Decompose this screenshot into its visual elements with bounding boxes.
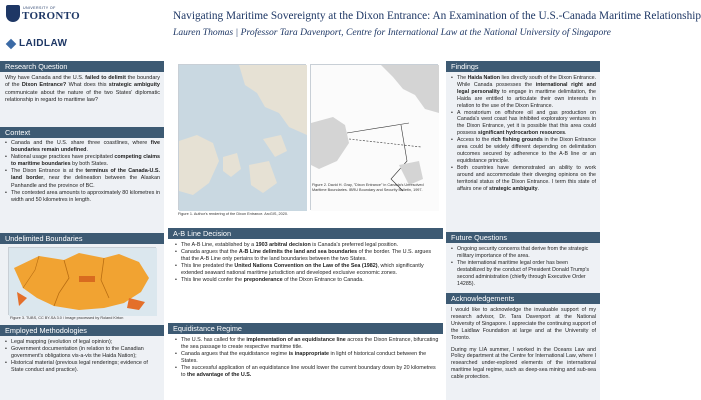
ab-line-heading: A-B Line Decision	[168, 228, 443, 239]
poster-authors: Lauren Thomas | Professor Tara Davenport, Centre for International Law at the National University of Singapore	[173, 27, 611, 38]
acknowledgements-text	[451, 307, 596, 381]
context-item	[5, 154, 160, 168]
findings-item-text: lies directly south of the Dixon Entrance. While Canada possesses the	[457, 75, 597, 88]
future-question-item: • Ongoing security concerns that derive from the strategic military importance of the area.	[451, 246, 596, 260]
uoft-logo-text: TORONTO	[22, 10, 80, 22]
laidlaw-logo-text: LAIDLAW	[19, 38, 68, 49]
poster-header	[0, 0, 701, 58]
equidistance-item-bold: is inappropriate	[288, 351, 330, 358]
rq-bold-c: strategic ambiguity	[108, 82, 160, 89]
context-list	[5, 140, 160, 204]
future-question-item: • The international maritime legal order has been destabilized by the conduct of President Donald Trump's second administration (chiefly through Executive Order 14285).	[451, 260, 596, 288]
ab-line-item-text: of the border. The U.S. argues that the A-B Line only pertains to the land boundaries between the two States.	[181, 249, 432, 263]
figure-1-graphic	[179, 65, 307, 211]
research-question-text	[5, 75, 160, 105]
equidistance-item	[175, 365, 439, 379]
findings-item	[451, 137, 596, 165]
findings-item-text: The	[457, 75, 468, 81]
acknowledgements-heading: Acknowledgements	[446, 293, 600, 304]
findings-item	[451, 165, 596, 193]
findings-item-text: A moratorium on offshore oil and gas production on Canada's west coast has inhibited exploratory ventures in the Dixon Entrance, yet it is possible that this area could possess	[457, 109, 596, 137]
equidistance-item-text: across the Dixon Entrance, bifurcating the sea passage to create respective maritime title.	[181, 337, 439, 351]
ab-line-item-text: This line would confer the	[181, 277, 244, 284]
equidistance-item-text: The successful application of an equidistance line would lower the current boundary down by 20 kilometres to	[181, 365, 436, 379]
equidistance-item-text: Canada argues that the equidistance regime	[181, 351, 289, 358]
context-item-bold: five boundaries remain undefined	[11, 140, 160, 154]
rq-text-a: Why have Canada and the U.S.	[5, 75, 86, 81]
uoft-logo-small-text: UNIVERSITY OF	[23, 6, 56, 10]
rq-text-c: What does this	[66, 82, 109, 89]
uoft-crest-icon	[6, 5, 20, 22]
findings-item-bold: rich fishing grounds	[491, 137, 543, 144]
findings-item-text: Access to the	[457, 137, 492, 144]
future-questions-heading: Future Questions	[446, 232, 600, 243]
rq-bold-a: failed to delimit	[85, 75, 126, 81]
equidistance-heading: Equidistance Regime	[168, 323, 443, 334]
findings-item	[451, 110, 596, 138]
context-item-text: by both States.	[70, 161, 109, 168]
ab-line-item-bold: A-B Line delimits the land and sea boundaries	[238, 249, 358, 256]
findings-item	[451, 75, 596, 110]
ab-line-item-text: Canada argues that the	[181, 249, 239, 256]
methods-item: • Legal mapping (evolution of legal opinion);	[5, 339, 160, 346]
future-questions-list	[451, 246, 596, 287]
findings-heading: Findings	[446, 61, 600, 72]
undelimited-map	[8, 247, 156, 315]
ab-line-item	[175, 249, 439, 263]
findings-item-text: .	[537, 185, 540, 192]
context-item	[5, 140, 160, 154]
context-item-text: The Dixon Entrance is at the	[11, 168, 86, 175]
ab-line-item	[175, 277, 439, 284]
undelimited-map-graphic	[9, 248, 157, 316]
equidistance-item	[175, 351, 439, 365]
findings-item-text: .	[565, 130, 567, 137]
rq-bold-b: Dixon Entrance?	[21, 82, 67, 89]
context-item	[5, 190, 160, 204]
figure-2-caption: Figure 2. David H. Gray, "Dixon Entrance" in Canada's Unresolved Maritime Boundaries. IBRU Boundary and Security Bulletin, 1997.	[312, 183, 424, 192]
ab-line-item	[175, 242, 439, 249]
ab-line-item-bold: preponderance	[243, 277, 283, 284]
laidlaw-logo	[6, 38, 66, 52]
ab-line-item-text: of the Dixon Entrance to Canada.	[282, 277, 364, 284]
equidistance-item-bold: the advantage of the U.S.	[187, 372, 252, 379]
findings-list	[451, 75, 596, 192]
methods-item: • Government documentation (in relation to the Canadian government's obligations vis-a-vis the Haida Nation);	[5, 346, 160, 360]
research-question-heading: Research Question	[0, 61, 164, 72]
poster-title: Navigating Maritime Sovereignty at the Dixon Entrance: An Examination of the U.S.-Canada Maritime Relationship	[173, 10, 701, 22]
laidlaw-mark-icon	[6, 39, 17, 50]
context-item	[5, 168, 160, 189]
context-item-text: The contested area amounts to approximately 80 kilometres in width and 50 kilometres in length.	[11, 189, 160, 203]
uoft-logo	[6, 5, 80, 33]
undelimited-heading: Undelimited Boundaries	[0, 233, 164, 244]
ab-line-item-bold: United Nations Convention on the Law of the Sea (1982)	[234, 263, 378, 270]
methods-list	[5, 339, 160, 374]
ab-line-item-text: This line predated the	[181, 263, 235, 270]
equidistance-list	[175, 337, 439, 380]
equidistance-item	[175, 337, 439, 351]
methods-item: • Historical material (previous legal renderings; evidence of State conduct and practice).	[5, 360, 160, 374]
ab-line-item-bold: 1903 arbitral decision	[255, 242, 311, 248]
ab-line-item-text: The A-B Line, established by a	[181, 242, 256, 248]
findings-item-bold: Haida Nation	[467, 75, 500, 81]
context-item-bold: terminus of the Canada-U.S. land border	[11, 168, 161, 182]
acknowledgements-paragraph: I would like to acknowledge the invaluable support of my research advisor, Dr. Tara Davenport at the National University of Singapore. I appreciate the continuing support of the Laidlaw Foundation at large and at the University of Toronto.	[451, 307, 596, 341]
methods-heading: Employed Methodologies	[0, 325, 164, 336]
findings-item-bold: significant hydrocarbon resources	[477, 130, 566, 137]
ab-line-item	[175, 263, 439, 277]
findings-item-bold: international right and legal personality	[457, 81, 596, 95]
equidistance-item-text: in light of historical conduct between the States.	[181, 351, 427, 365]
rq-text-d: communicate about the nature of the two States' diplomatic relationship in regard to maritime law?	[5, 89, 160, 104]
ab-line-list	[175, 242, 439, 285]
findings-item-text: in the Dixon Entrance area could be widely different depending on delimitation outcomes secured by adherence to the A-B line or an equidistance principle.	[457, 137, 596, 164]
equidistance-item-bold: implementation of an equidistance line	[246, 337, 346, 343]
equidistance-item-text: The U.S. has called for the	[181, 337, 247, 343]
context-item-text: National usage practices have precipitated	[11, 154, 115, 161]
ab-line-item-text: is Canada's preferred legal position.	[310, 242, 399, 248]
figure-1-map	[178, 64, 306, 210]
findings-item-bold: strategic ambiguity	[489, 185, 538, 192]
findings-item-text: to engage in maritime delimitation, the Haida are entitled to articulate their own interests in relation to the use of the Dixon Entrance.	[457, 88, 596, 109]
ab-line-item-text: , which significantly extended seaward national maritime jurisdiction and developed exclusive economic zones.	[181, 263, 424, 277]
acknowledgements-paragraph: During my LIA summer, I worked in the Oceans Law and Policy department at the Centre for International Law, where I researched under-explored elements of the international maritime legal regime, such as deep-sea mining and sub-sea cable protection.	[451, 346, 596, 381]
context-heading: Context	[0, 127, 164, 138]
findings-item-text: Both countries have demonstrated an ability to work around and accommodate their diverging opinions on the territorial status of the Dixon Entrance. I term this state of affairs one of	[457, 164, 596, 192]
context-item-text: .	[86, 147, 88, 154]
rq-text-b: the boundary of the	[5, 75, 160, 89]
context-item-text: , near the delineation between the Alaskan Panhandle and the province of BC.	[11, 175, 160, 189]
context-item-bold: competing claims to maritime boundaries	[11, 154, 160, 168]
figure-3-caption: Figure 3. TUBS, CC BY-SA 3.0 / Image processed by Roland Kirton	[10, 316, 124, 320]
context-item-text: Canada and the U.S. share three coastlines, where	[11, 140, 151, 146]
figure-1-caption: Figure 1. Author's rendering of the Dixon Entrance. ArcGIS, 2020.	[178, 212, 289, 216]
